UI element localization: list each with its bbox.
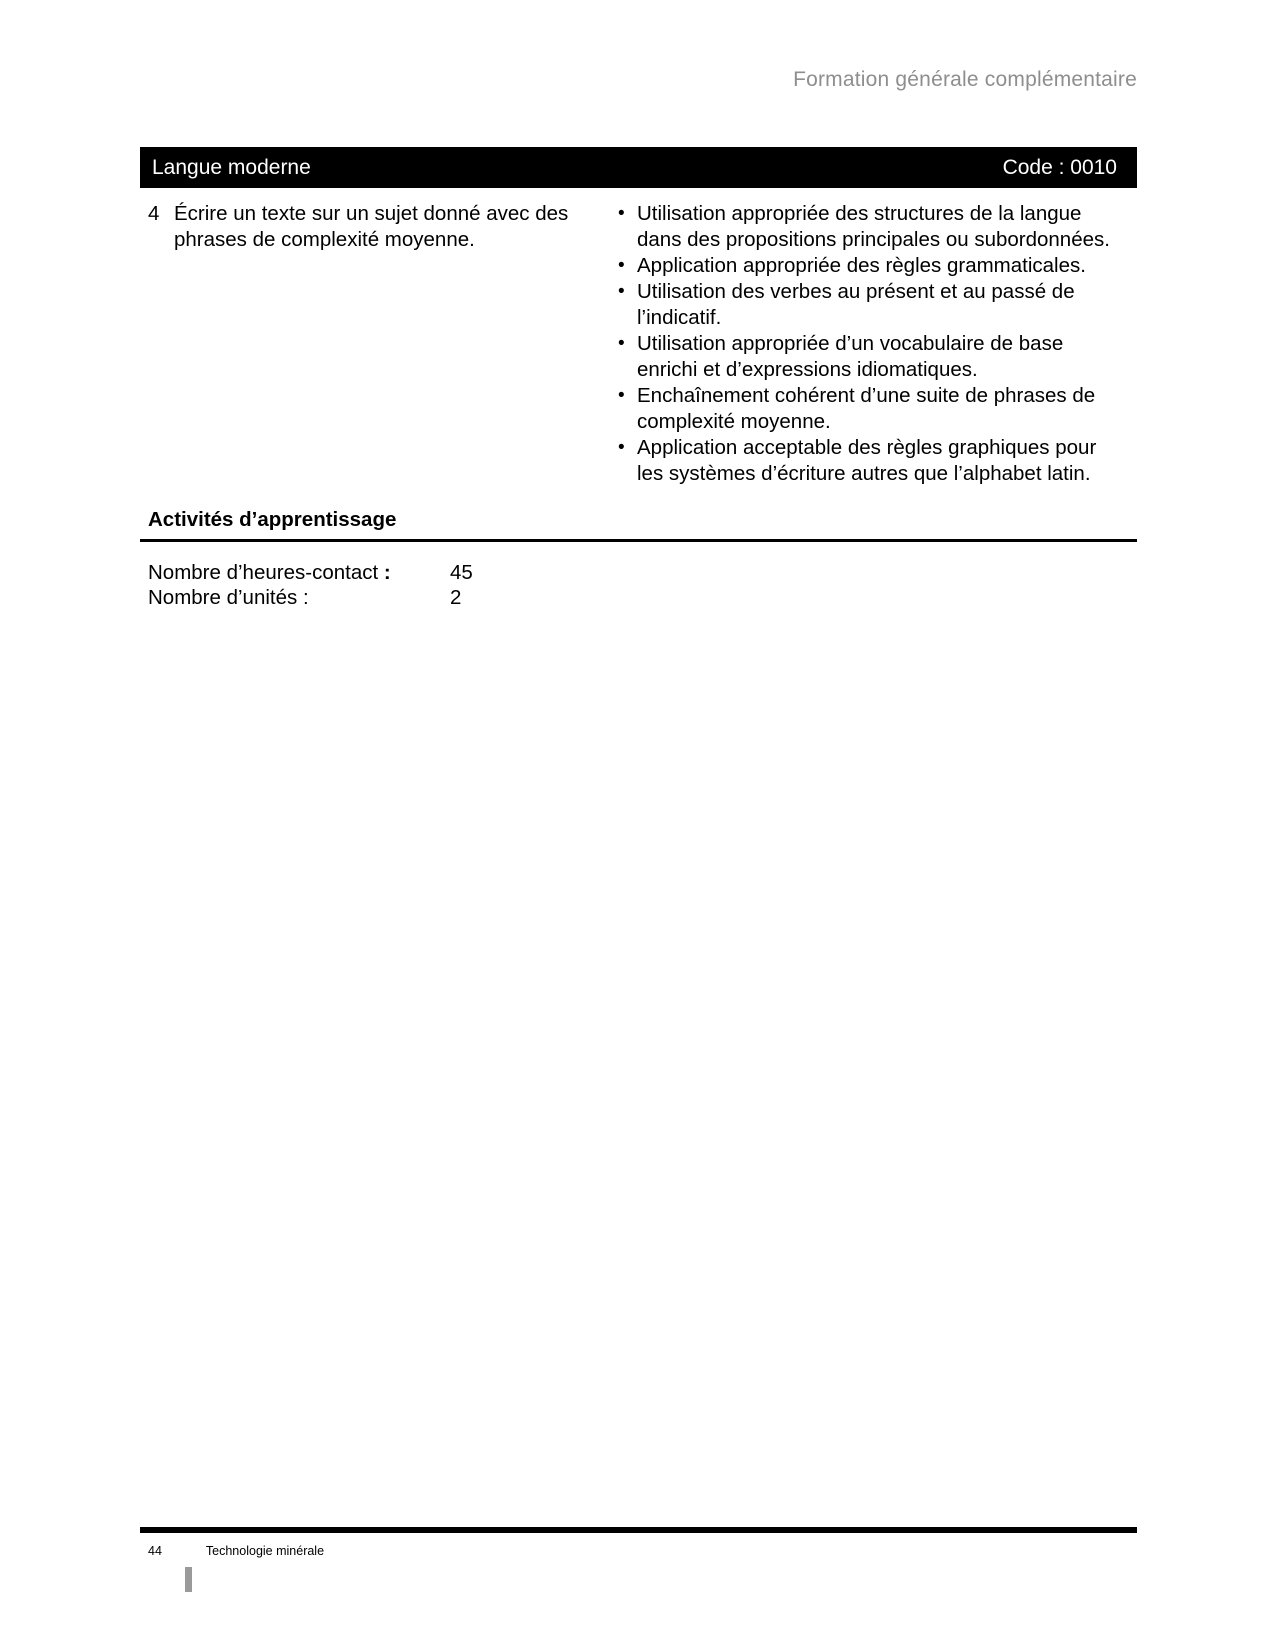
units-label-text: Nombre d’unités xyxy=(148,586,298,609)
criterion-item xyxy=(618,383,1123,435)
objective-block xyxy=(148,201,588,253)
course-title-bar xyxy=(140,147,1137,188)
footer-gray-mark xyxy=(185,1567,192,1592)
course-title: Langue moderne xyxy=(152,155,311,179)
hours-contact-value: 45 xyxy=(450,561,473,584)
criterion-item xyxy=(618,201,1123,253)
criterion-text: Utilisation appropriée d’un vocabulaire de base enrichi et d’expressions idiomatiques. xyxy=(637,332,1064,381)
criterion-item xyxy=(618,279,1123,331)
footer-rule xyxy=(140,1527,1137,1533)
activities-heading: Activités d’apprentissage xyxy=(140,508,1137,542)
bullet-icon: • xyxy=(618,255,625,276)
criterion-text: Application acceptable des règles graphiques pour les systèmes d’écriture autres que l’alphabet latin. xyxy=(637,436,1097,485)
criterion-text: Enchaînement cohérent d’une suite de phrases de complexité moyenne. xyxy=(637,384,1096,433)
units-colon: : xyxy=(297,586,309,609)
page-header-right: Formation générale complémentaire xyxy=(793,68,1137,91)
page-number: 44 xyxy=(148,1544,162,1558)
criterion-item xyxy=(618,435,1123,487)
bullet-icon: • xyxy=(618,385,625,406)
units-label xyxy=(148,585,450,610)
criterion-item xyxy=(618,253,1123,279)
objective-text: Écrire un texte sur un sujet donné avec des phrases de complexité moyenne. xyxy=(174,202,569,251)
objective-number: 4 xyxy=(148,202,160,225)
hours-contact-label-text: Nombre d’heures-contact xyxy=(148,561,379,584)
criterion-text: Utilisation des verbes au présent et au passé de l’indicatif. xyxy=(637,280,1075,329)
bullet-icon: • xyxy=(618,333,625,354)
course-code: Code : 0010 xyxy=(1002,155,1117,179)
units-row xyxy=(148,585,473,610)
hours-contact-row xyxy=(148,560,473,585)
criterion-item xyxy=(618,331,1123,383)
criterion-text: Utilisation appropriée des structures de la langue dans des propositions principales ou subordonnées. xyxy=(637,202,1110,251)
bullet-icon: • xyxy=(618,437,625,458)
activities-info xyxy=(148,560,473,610)
footer-program: Technologie minérale xyxy=(205,1544,325,1558)
footer xyxy=(148,1544,324,1558)
criteria-list xyxy=(618,201,1123,487)
criterion-text: Application appropriée des règles grammaticales. xyxy=(637,254,1086,277)
bullet-icon: • xyxy=(618,203,625,224)
units-value: 2 xyxy=(450,586,462,609)
hours-contact-label xyxy=(148,560,450,585)
bullet-icon: • xyxy=(618,281,625,302)
hours-contact-colon: : xyxy=(378,561,391,584)
